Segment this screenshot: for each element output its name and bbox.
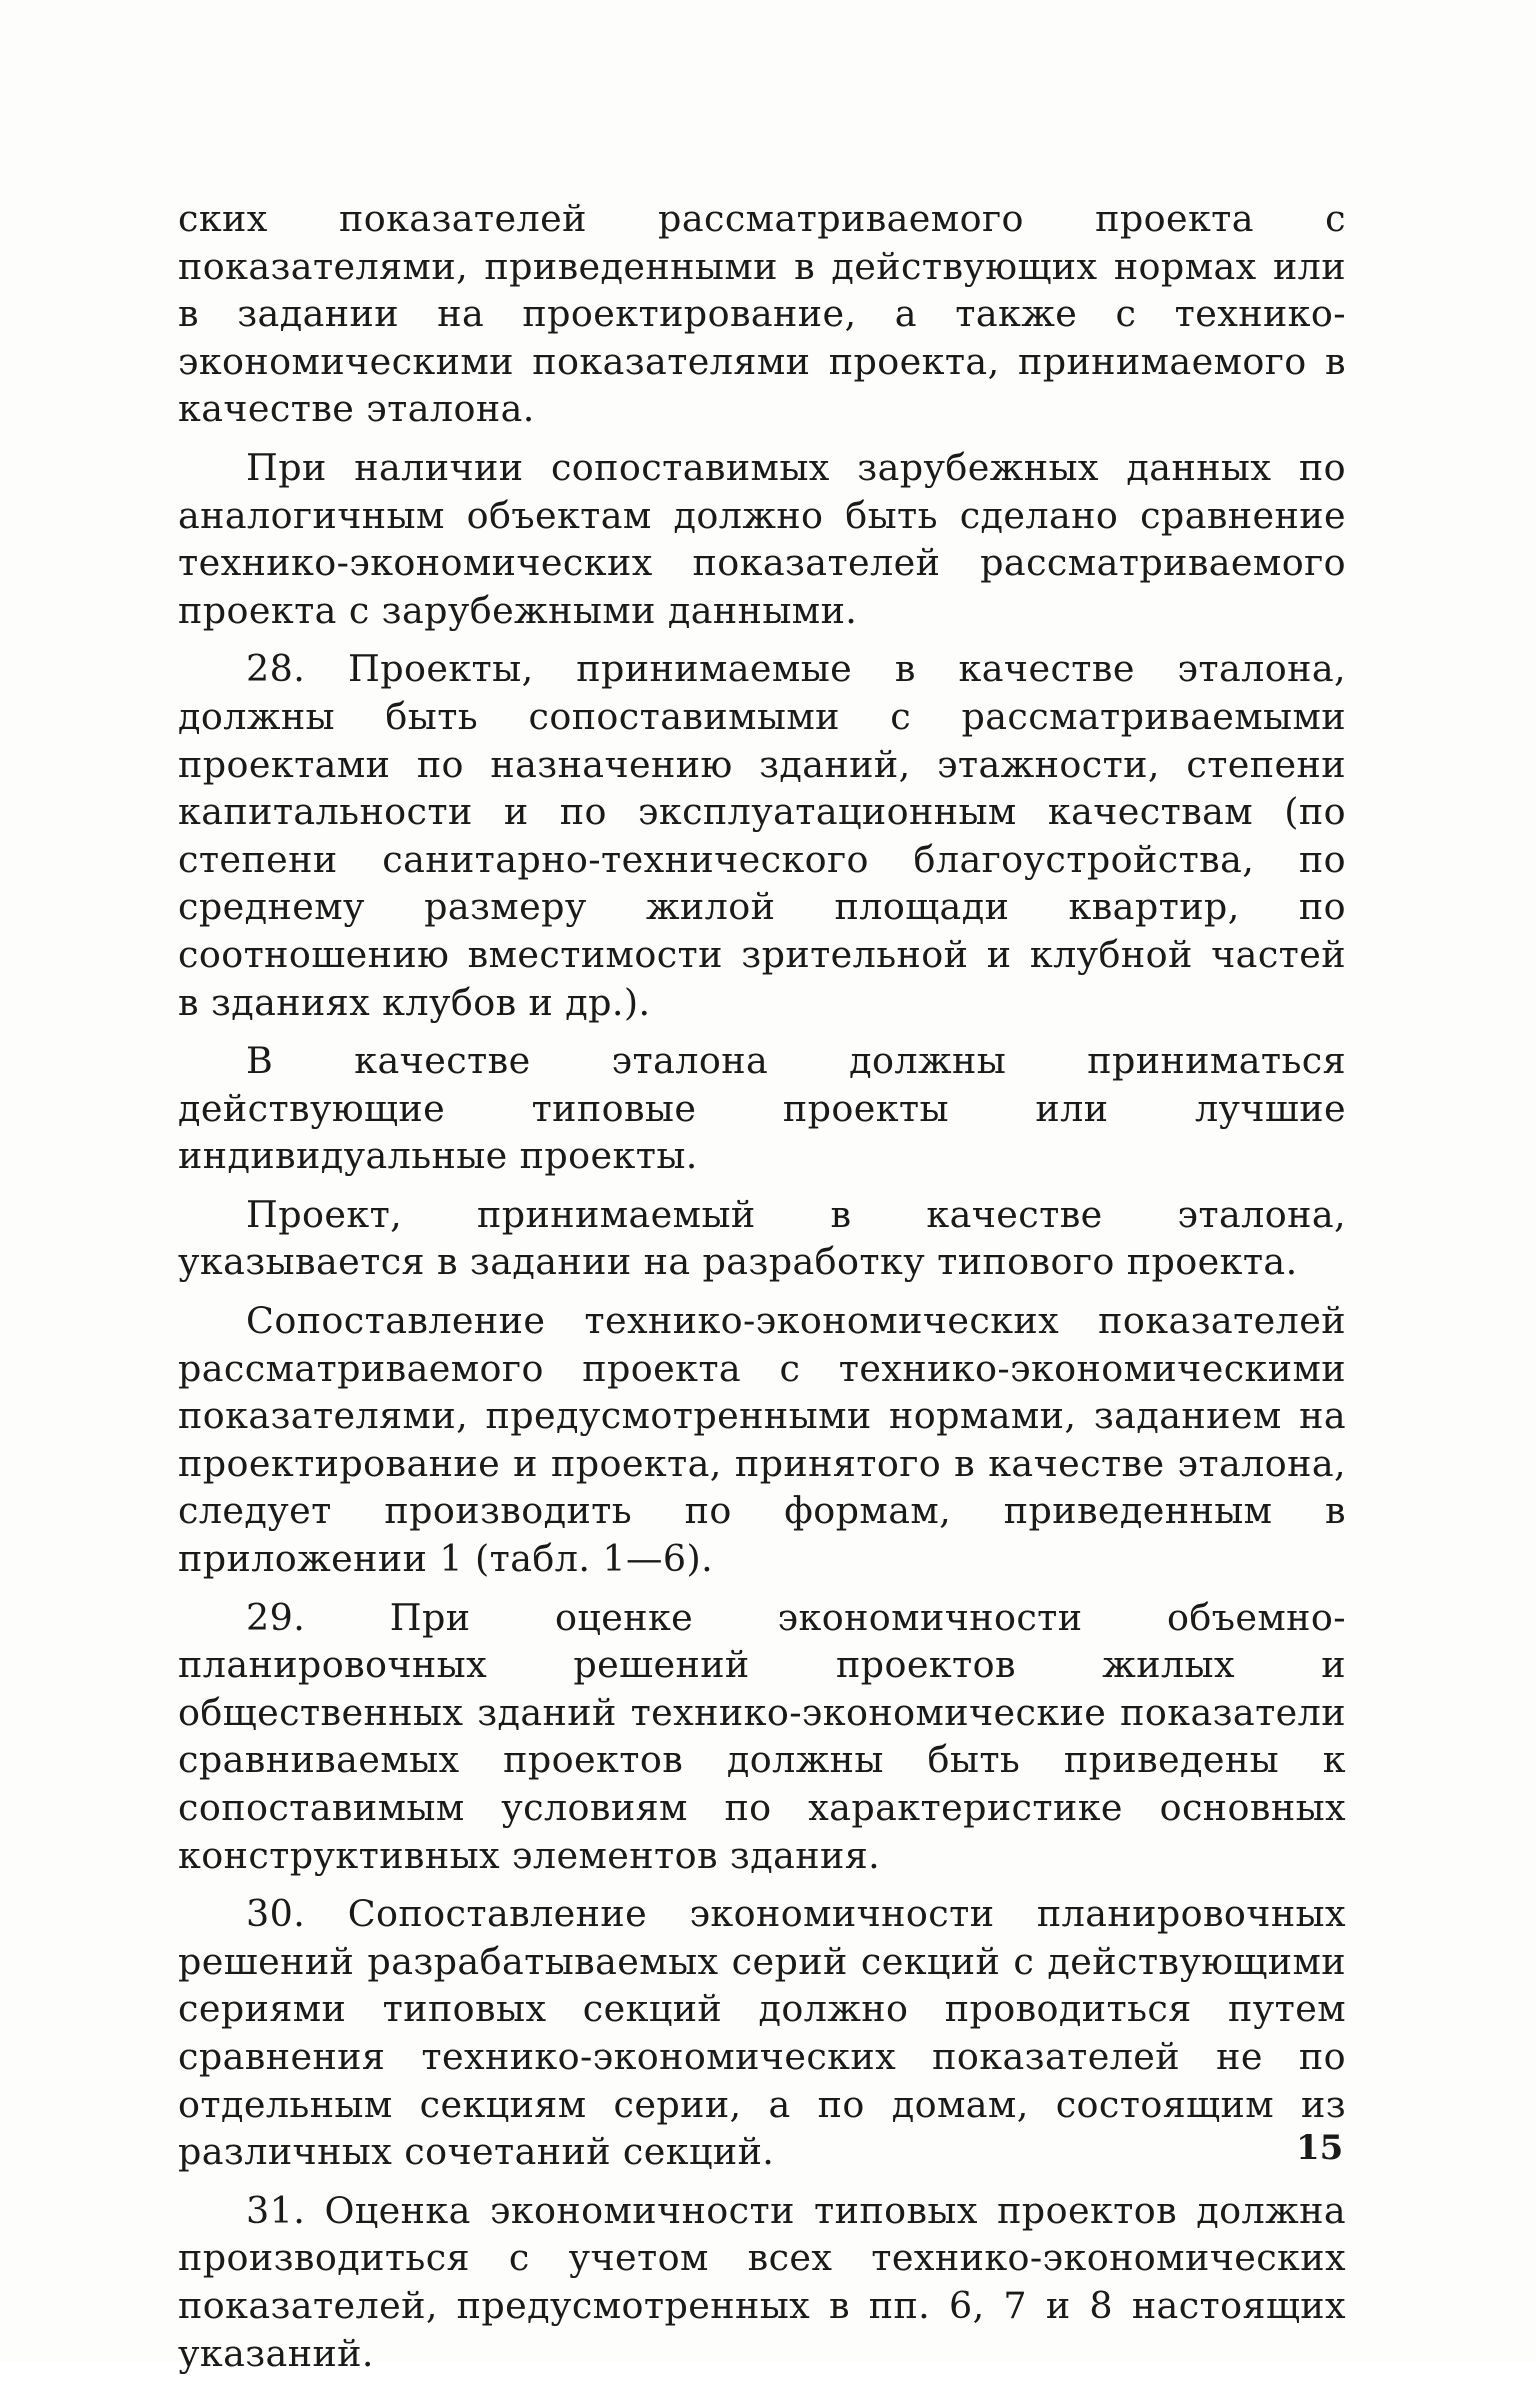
paragraph-continuation: ских показателей рассматриваемого проекта с показателями, приведенными в действующих нормах или в задании на проектирование, а также с технико-экономическими показателями проекта, принимаемого в качестве эталона.	[178, 197, 1346, 431]
paragraph-31: 31. Оценка экономичности типовых проектов должна производиться с учетом всех технико-экономических показателей, предусмотренных в пп. 6, 7 и 8 настоящих указаний.	[178, 2188, 1346, 2375]
paragraph-30: 30. Сопоставление экономичности планировочных решений разрабатываемых серий секций с действующими сериями типовых секций должно проводиться путем сравнения технико-экономических показателей не по отдельным секциям серии, а по домам, состоящим из различных сочетаний секций.	[178, 1892, 1346, 2174]
paragraph-reference-projects: В качестве эталона должны приниматься действующие типовые проекты или лучшие индивидуальные проекты.	[178, 1039, 1346, 1178]
body-text	[178, 195, 1346, 2388]
paragraph-28: 28. Проекты, принимаемые в качестве эталона, должны быть сопоставимыми с рассматриваемыми проектами по назначению зданий, этажности, степени капитальности и по эксплуатационным качествам (по степени санитарно-технического благоустройства, по среднему размеру жилой площади квартир, по соотношению вместимости зрительной и клубной частей в зданиях клубов и др.).	[178, 647, 1346, 1024]
page-number: 15	[1296, 2128, 1344, 2168]
paragraph-reference-in-task: Проект, принимаемый в качестве эталона, указывается в задании на разработку типового проекта.	[178, 1192, 1346, 1284]
paragraph-29: 29. При оценке экономичности объемно-планировочных решений проектов жилых и общественных зданий технико-экономические показатели сравниваемых проектов должны быть приведены к сопоставимым условиям по характеристике основных конструктивных элементов здания.	[178, 1595, 1346, 1877]
paragraph-foreign-data: При наличии сопоставимых зарубежных данных по аналогичным объектам должно быть сделано сравнение технико-экономических показателей рассматриваемого проекта с зарубежными данными.	[178, 445, 1346, 632]
paragraph-comparison-forms: Сопоставление технико-экономических показателей рассматриваемого проекта с технико-экономическими показателями, предусмотренными нормами, заданием на проектирование и проекта, принятого в качестве эталона, следует производить по формам, приведенным в приложении 1 (табл. 1—6).	[178, 1299, 1346, 1581]
